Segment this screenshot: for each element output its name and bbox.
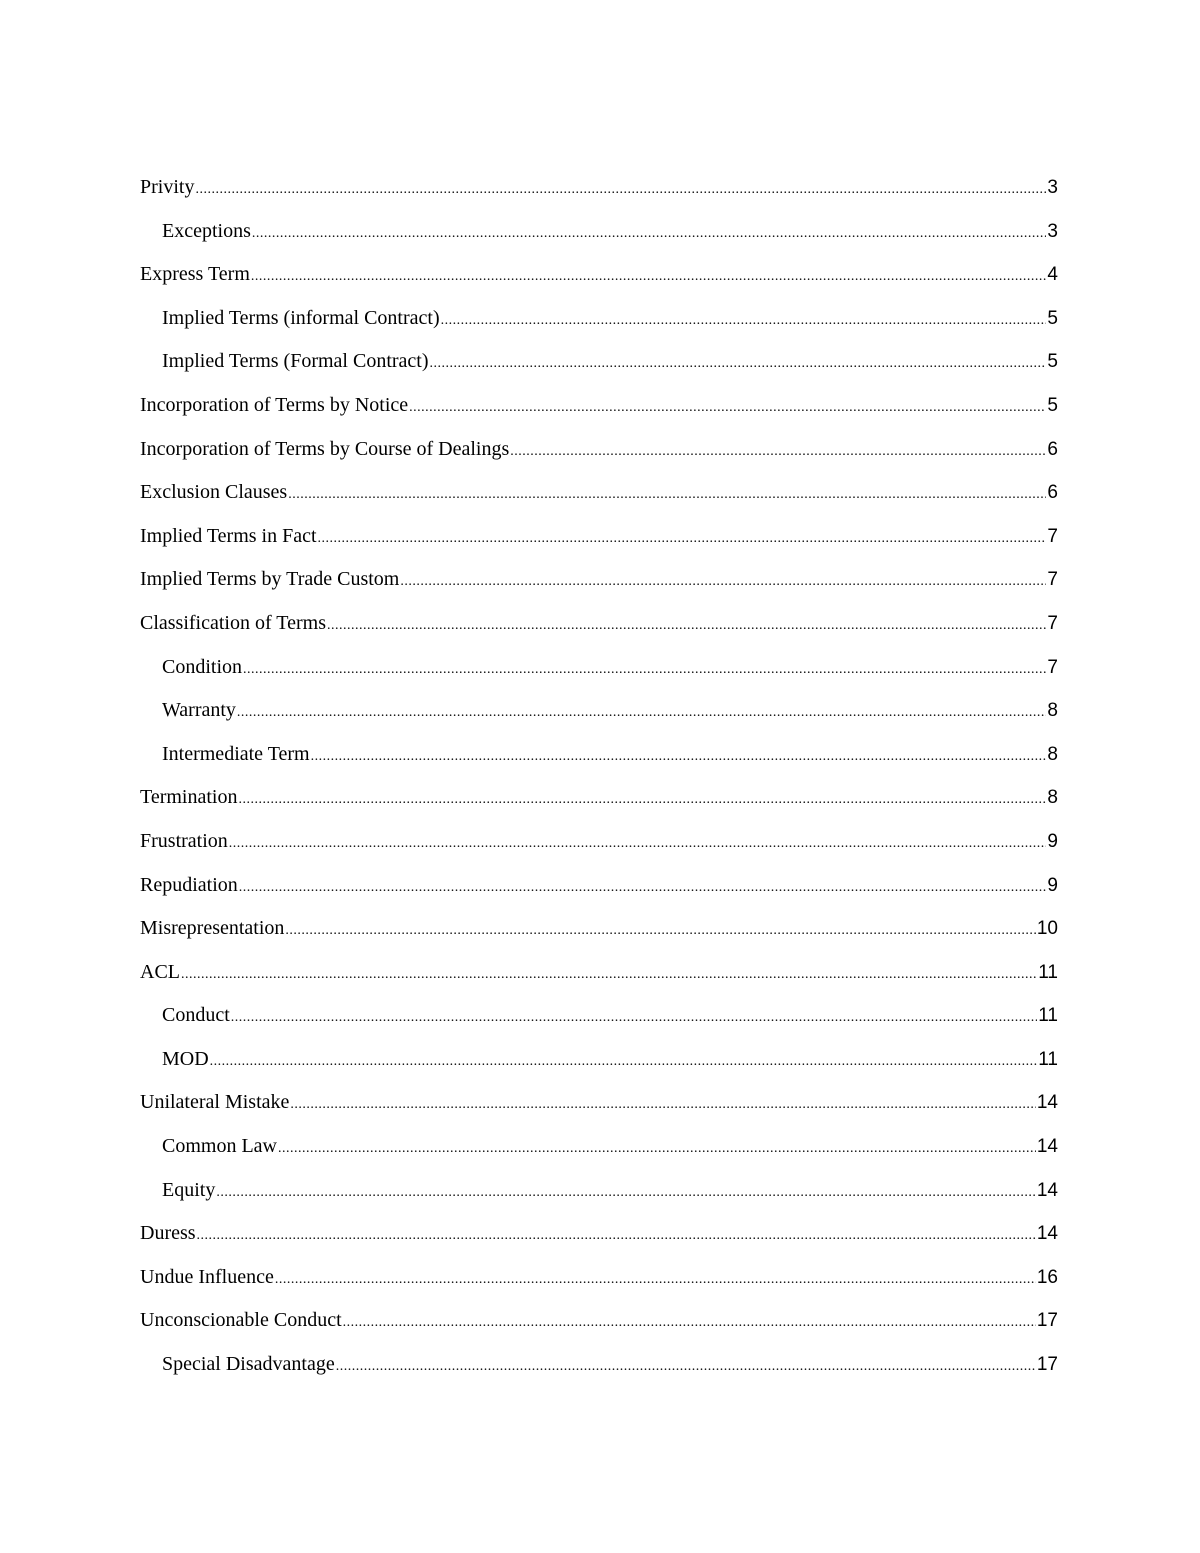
toc-entry-title: ACL — [140, 960, 180, 983]
dot-leader — [278, 1141, 1036, 1157]
toc-entry-duress[interactable] — [140, 1222, 1058, 1266]
toc-entry-implied-terms-informal[interactable] — [140, 307, 1058, 351]
toc-entry-title: Condition — [162, 655, 243, 678]
toc-entry-privity[interactable] — [140, 176, 1058, 220]
toc-entry-page-number: 7 — [1047, 656, 1058, 678]
dot-leader — [311, 749, 1047, 765]
toc-entry-special-disadvantage[interactable] — [140, 1353, 1058, 1397]
toc-entry-title: MOD — [162, 1047, 209, 1070]
toc-entry-unilateral-mistake[interactable] — [140, 1091, 1058, 1135]
toc-entry-title: Common Law — [162, 1135, 277, 1158]
toc-entry-undue-influence[interactable] — [140, 1266, 1058, 1310]
dot-leader — [237, 705, 1047, 721]
toc-entry-condition[interactable] — [140, 656, 1058, 700]
toc-entry-page-number: 9 — [1047, 830, 1058, 852]
dot-leader — [197, 1228, 1036, 1244]
toc-entry-title: Undue Influence — [140, 1265, 274, 1288]
toc-entry-page-number: 14 — [1036, 1092, 1058, 1114]
toc-entry-common-law[interactable] — [140, 1135, 1058, 1179]
toc-entry-title: Implied Terms by Trade Custom — [140, 568, 400, 591]
toc-entry-repudiation[interactable] — [140, 874, 1058, 918]
toc-entry-page-number: 4 — [1047, 264, 1058, 286]
toc-entry-title: Incorporation of Terms by Course of Dealings — [140, 437, 510, 460]
toc-entry-implied-terms-in-fact[interactable] — [140, 525, 1058, 569]
toc-entry-conduct[interactable] — [140, 1004, 1058, 1048]
toc-entry-express-term[interactable] — [140, 263, 1058, 307]
toc-entry-page-number: 14 — [1036, 1136, 1058, 1158]
dot-leader — [275, 1272, 1036, 1288]
toc-entry-title: Unconscionable Conduct — [140, 1309, 342, 1332]
dot-leader — [343, 1315, 1036, 1331]
dot-leader — [231, 1010, 1037, 1026]
toc-entry-page-number: 7 — [1047, 569, 1058, 591]
toc-entry-title: Classification of Terms — [140, 611, 326, 634]
toc-entry-title: Misrepresentation — [140, 917, 285, 940]
toc-entry-mod[interactable] — [140, 1048, 1058, 1092]
dot-leader — [510, 444, 1046, 460]
toc-entry-title: Unilateral Mistake — [140, 1091, 290, 1114]
dot-leader — [210, 1054, 1038, 1070]
toc-entry-page-number: 16 — [1036, 1266, 1058, 1288]
dot-leader — [318, 531, 1047, 547]
toc-entry-termination[interactable] — [140, 786, 1058, 830]
dot-leader — [441, 313, 1047, 329]
toc-entry-page-number: 7 — [1047, 612, 1058, 634]
dot-leader — [327, 618, 1046, 634]
toc-entry-title: Exceptions — [162, 219, 251, 242]
toc-entry-intermediate-term[interactable] — [140, 743, 1058, 787]
toc-entry-title: Equity — [162, 1178, 216, 1201]
toc-entry-exclusion-clauses[interactable] — [140, 481, 1058, 525]
toc-entry-implied-terms-formal[interactable] — [140, 350, 1058, 394]
toc-entry-title: Conduct — [162, 1004, 230, 1027]
toc-entry-title: Implied Terms (Formal Contract) — [162, 350, 429, 373]
dot-leader — [336, 1359, 1036, 1375]
dot-leader — [285, 923, 1035, 939]
dot-leader — [229, 836, 1047, 852]
toc-entry-incorporation-by-course-of-dealings[interactable] — [140, 438, 1058, 482]
toc-entry-classification-of-terms[interactable] — [140, 612, 1058, 656]
toc-entry-page-number: 5 — [1047, 394, 1058, 416]
dot-leader — [252, 226, 1047, 242]
dot-leader — [195, 182, 1046, 198]
toc-entry-warranty[interactable] — [140, 699, 1058, 743]
toc-entry-title: Exclusion Clauses — [140, 481, 288, 504]
toc-entry-title: Incorporation of Terms by Notice — [140, 393, 409, 416]
dot-leader — [243, 662, 1046, 678]
toc-entry-page-number: 7 — [1047, 525, 1058, 547]
toc-entry-page-number: 6 — [1047, 482, 1058, 504]
toc-entry-title: Repudiation — [140, 873, 238, 896]
toc-entry-misrepresentation[interactable] — [140, 917, 1058, 961]
toc-entry-page-number: 5 — [1047, 307, 1058, 329]
toc-entry-unconscionable-conduct[interactable] — [140, 1309, 1058, 1353]
toc-entry-title: Implied Terms in Fact — [140, 524, 317, 547]
toc-entry-page-number: 8 — [1047, 787, 1058, 809]
dot-leader — [181, 967, 1037, 983]
toc-entry-frustration[interactable] — [140, 830, 1058, 874]
toc-entry-page-number: 14 — [1036, 1179, 1058, 1201]
dot-leader — [430, 356, 1047, 372]
toc-entry-page-number: 6 — [1047, 438, 1058, 460]
toc-entry-title: Express Term — [140, 263, 250, 286]
toc-entry-page-number: 8 — [1047, 700, 1058, 722]
toc-entry-page-number: 11 — [1038, 1005, 1058, 1027]
dot-leader — [239, 880, 1047, 896]
dot-leader — [251, 269, 1047, 285]
toc-entry-title: Privity — [140, 176, 195, 198]
toc-entry-page-number: 17 — [1036, 1354, 1058, 1376]
toc-entry-title: Implied Terms (informal Contract) — [162, 306, 440, 329]
toc-entry-page-number: 5 — [1047, 351, 1058, 373]
dot-leader — [400, 574, 1046, 590]
toc-entry-page-number: 11 — [1038, 1048, 1058, 1070]
toc-entry-title: Intermediate Term — [162, 742, 310, 765]
toc-entry-title: Warranty — [162, 699, 236, 722]
toc-entry-title: Termination — [140, 786, 238, 809]
toc-entry-equity[interactable] — [140, 1179, 1058, 1223]
toc-entry-page-number: 9 — [1047, 874, 1058, 896]
toc-entry-title: Special Disadvantage — [162, 1353, 335, 1376]
toc-entry-incorporation-by-notice[interactable] — [140, 394, 1058, 438]
toc-entry-page-number: 8 — [1047, 743, 1058, 765]
toc-entry-title: Frustration — [140, 829, 228, 852]
dot-leader — [238, 792, 1046, 808]
toc-entry-page-number: 11 — [1038, 961, 1058, 983]
dot-leader — [409, 400, 1046, 416]
toc-entry-title: Duress — [140, 1222, 196, 1245]
toc-entry-implied-terms-by-trade-custom[interactable] — [140, 568, 1058, 612]
toc-entry-page-number: 10 — [1036, 918, 1058, 940]
toc-entry-acl[interactable] — [140, 961, 1058, 1005]
toc-entry-page-number: 3 — [1047, 220, 1058, 242]
toc-entry-exceptions[interactable] — [140, 220, 1058, 264]
dot-leader — [216, 1185, 1036, 1201]
toc-entry-page-number: 14 — [1036, 1223, 1058, 1245]
toc-entry-page-number: 3 — [1047, 177, 1058, 198]
dot-leader — [290, 1097, 1035, 1113]
dot-leader — [288, 487, 1046, 503]
toc-entry-page-number: 17 — [1036, 1310, 1058, 1332]
table-of-contents — [140, 176, 1058, 1397]
